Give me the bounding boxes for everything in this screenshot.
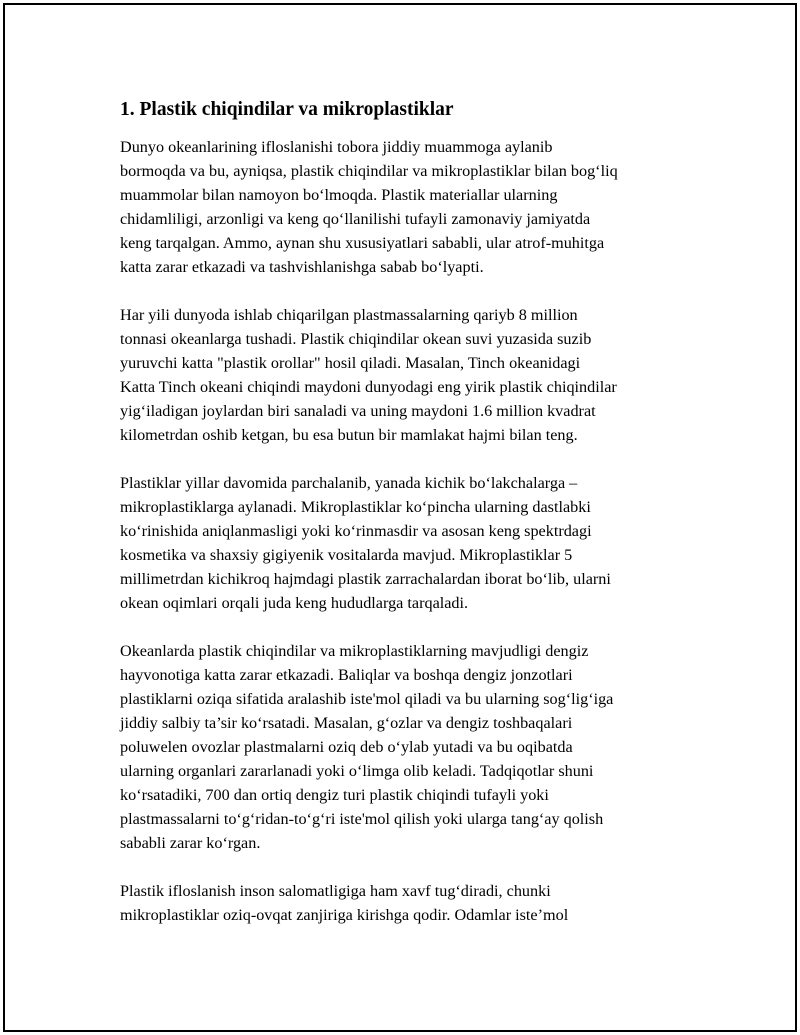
paragraph-line: muammolar bilan namoyon bo‘lmoqda. Plastik materiallar ularning — [120, 186, 558, 204]
body-paragraph — [120, 135, 710, 279]
paragraph-line: Har yili dunyoda ishlab chiqarilgan plastmassalarning qariyb 8 million — [120, 306, 578, 324]
paragraph-line: poluwelen ovozlar plastmalarni oziq deb o‘ylab yutadi va bu oqibatda — [120, 738, 573, 756]
paragraph-line: Dunyo okeanlarining ifloslanishi tobora jiddiy muammoga aylanib — [120, 138, 553, 156]
paragraph-list — [120, 135, 710, 927]
paragraph-line: chidamliligi, arzonligi va keng qo‘llanilishi tufayli zamonaviy jamiyatda — [120, 210, 591, 228]
paragraph-line: ko‘rsatadiki, 700 dan ortiq dengiz turi plastik chiqindi tufayli yoki — [120, 786, 549, 804]
paragraph-line: hayvonotiga katta zarar etkazadi. Baliqlar va boshqa dengiz jonzotlari — [120, 666, 573, 684]
paragraph-line: Plastik ifloslanish inson salomatligiga ham xavf tug‘diradi, chunki — [120, 882, 551, 900]
paragraph-line: katta zarar etkazadi va tashvishlanishga sabab bo‘lyapti. — [120, 258, 484, 276]
paragraph-line: plastiklarni oziqa sifatida aralashib iste'mol qiladi va bu ularning sog‘lig‘iga — [120, 690, 614, 708]
document-page — [3, 3, 797, 1032]
paragraph-line: jiddiy salbiy ta’sir ko‘rsatadi. Masalan, g‘ozlar va dengiz toshbaqalari — [120, 714, 573, 732]
document-content — [120, 97, 710, 951]
paragraph-line: plastmassalarni to‘g‘ridan-to‘g‘ri iste'mol qilish yoki ularga tang‘ay qolish — [120, 810, 604, 828]
body-paragraph — [120, 303, 710, 447]
paragraph-line: tonnasi okeanlarga tushadi. Plastik chiqindilar okean suvi yuzasida suzib — [120, 330, 592, 348]
body-paragraph — [120, 471, 710, 615]
body-paragraph — [120, 639, 710, 855]
paragraph-line: bormoqda va bu, ayniqsa, plastik chiqindilar va mikroplastiklar bilan bog‘liq — [120, 162, 618, 180]
paragraph-line: mikroplastiklar oziq-ovqat zanjiriga kirishga qodir. Odamlar iste’mol — [120, 906, 569, 924]
paragraph-line: okean oqimlari orqali juda keng hududlarga tarqaladi. — [120, 594, 469, 612]
section-heading: 1. Plastik chiqindilar va mikroplastiklar — [120, 99, 454, 120]
paragraph-line: yuruvchi katta "plastik orollar" hosil qiladi. Masalan, Tinch okeanidagi — [120, 354, 581, 372]
paragraph-line: Plastiklar yillar davomida parchalanib, yanada kichik bo‘lakchalarga – — [120, 474, 578, 492]
paragraph-line: ko‘rinishida aniqlanmasligi yoki ko‘rinmasdir va asosan keng spektrdagi — [120, 522, 592, 540]
paragraph-line: ularning organlari zararlanadi yoki o‘limga olib keladi. Tadqiqotlar shuni — [120, 762, 594, 780]
paragraph-line: Katta Tinch okeani chiqindi maydoni dunyodagi eng yirik plastik chiqindilar — [120, 378, 617, 396]
paragraph-line: keng tarqalgan. Ammo, aynan shu xususiyatlari sababli, ular atrof-muhitga — [120, 234, 605, 252]
paragraph-line: yig‘iladigan joylardan biri sanaladi va uning maydoni 1.6 million kvadrat — [120, 402, 596, 420]
body-paragraph — [120, 879, 710, 927]
paragraph-line: kosmetika va shaxsiy gigiyenik vositalarda mavjud. Mikroplastiklar 5 — [120, 546, 573, 564]
paragraph-line: mikroplastiklarga aylanadi. Mikroplastiklar ko‘pincha ularning dastlabki — [120, 498, 591, 516]
paragraph-line: Okeanlarda plastik chiqindilar va mikroplastiklarning mavjudligi dengiz — [120, 642, 589, 660]
paragraph-line: kilometrdan oshib ketgan, bu esa butun bir mamlakat hajmi bilan teng. — [120, 426, 578, 444]
paragraph-line: millimetrdan kichikroq hajmdagi plastik zarrachalardan iborat bo‘lib, ularni — [120, 570, 611, 588]
paragraph-line: sababli zarar ko‘rgan. — [120, 834, 261, 852]
